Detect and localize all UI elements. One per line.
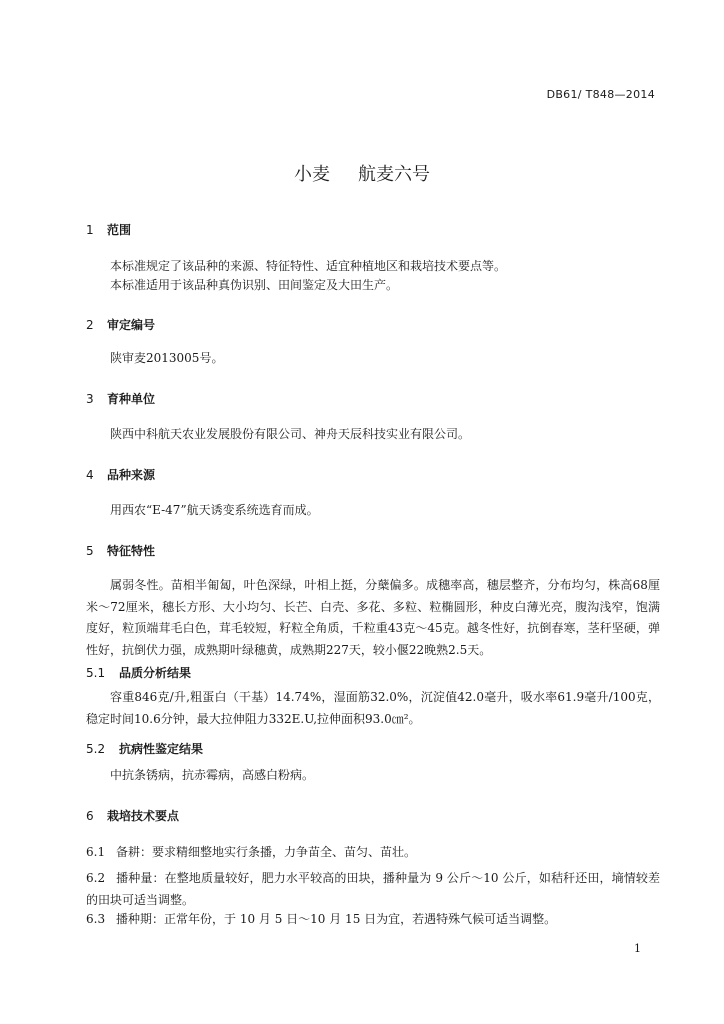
item-number: 6.2 xyxy=(86,871,106,885)
section-number: 6 xyxy=(86,809,94,823)
section-4-heading xyxy=(86,466,155,483)
section-number: 3 xyxy=(86,392,94,406)
section-title: 抗病性鉴定结果 xyxy=(119,742,204,756)
section-number: 5 xyxy=(86,544,94,558)
section-number: 1 xyxy=(86,223,94,237)
section-title: 品质分析结果 xyxy=(119,666,192,680)
document-title xyxy=(0,160,724,186)
section-1-heading xyxy=(86,221,131,238)
section-6-1-item xyxy=(86,842,660,864)
item-text: 备耕：要求精细整地实行条播，力争苗全、苗匀、苗壮。 xyxy=(116,845,417,859)
section-6-2-item xyxy=(86,868,660,911)
section-3-para-1: 陕西中科航天农业发展股份有限公司、神舟天辰科技实业有限公司。 xyxy=(110,427,471,441)
section-5-heading xyxy=(86,542,155,559)
section-4-para-1: 用西农“E-47”航天诱变系统选育而成。 xyxy=(110,503,319,517)
section-title: 品种来源 xyxy=(107,468,156,482)
section-number: 4 xyxy=(86,468,94,482)
section-1-para-2: 本标准适用于该品种真伪识别、田间鉴定及大田生产。 xyxy=(110,278,399,292)
section-1-para-1: 本标准规定了该品种的来源、特征特性、适宜种植地区和栽培技术要点等。 xyxy=(110,259,507,273)
section-5-para-1: 属弱冬性。苗相半匍匐，叶色深绿，叶相上挺，分蘖偏多。成穗率高，穗层整齐，分布均匀，株高68厘米～72厘米，穗长方形、大小均匀、长芒、白壳、多花、多粒、粒椭圆形，种皮白薄光亮，腹沟浅窄，饱满度好，粒顶端茸毛白色，茸毛较短，籽粒全角质，千粒重43克～45克。越冬性好，抗倒春寒，茎秆坚硬，弹性好，抗倒伏力强，成熟期叶绿穗黄，成熟期227天，较小偃22晚熟2.5天。 xyxy=(86,578,660,657)
section-5-2-para-1: 中抗条锈病，抗赤霉病，高感白粉病。 xyxy=(110,768,315,782)
section-title: 栽培技术要点 xyxy=(107,809,180,823)
document-code: DB61/ T848—2014 xyxy=(546,88,655,101)
section-5-1-heading xyxy=(86,664,191,681)
item-number: 6.3 xyxy=(86,912,106,926)
page-number: 1 xyxy=(634,942,641,955)
item-text: 播种量：在整地质量较好，肥力水平较高的田块，播种量为 9 公斤～10 公斤，如秸秆还田，墒情较差的田块可适当调整。 xyxy=(86,871,660,907)
section-number: 2 xyxy=(86,318,94,332)
section-2-para-1: 陕审麦2013005号。 xyxy=(110,351,224,365)
section-3-heading xyxy=(86,390,155,407)
section-title: 育种单位 xyxy=(107,392,156,406)
section-number: 5.2 xyxy=(86,742,106,756)
item-text: 播种期：正常年份，于 10 月 5 日～10 月 15 日为宜，若遇特殊气候可适当调整。 xyxy=(116,912,557,926)
item-number: 6.1 xyxy=(86,845,106,859)
title-variety: 航麦六号 xyxy=(358,164,430,185)
section-title: 范围 xyxy=(107,223,132,237)
section-2-heading xyxy=(86,316,155,333)
section-5-1-para-1: 容重846克/升,粗蛋白（干基）14.74%，湿面筋32.0%，沉淀值42.0毫升，吸水率61.9毫升/100克，稳定时间10.6分钟，最大拉伸阻力332E.U,拉伸面积93.0㎝²。 xyxy=(86,690,660,726)
section-6-3-item xyxy=(86,909,660,931)
section-title: 审定编号 xyxy=(107,318,156,332)
title-crop: 小麦 xyxy=(294,164,330,185)
section-title: 特征特性 xyxy=(107,544,156,558)
section-6-heading xyxy=(86,807,179,824)
section-5-2-heading xyxy=(86,740,203,757)
section-number: 5.1 xyxy=(86,666,106,680)
